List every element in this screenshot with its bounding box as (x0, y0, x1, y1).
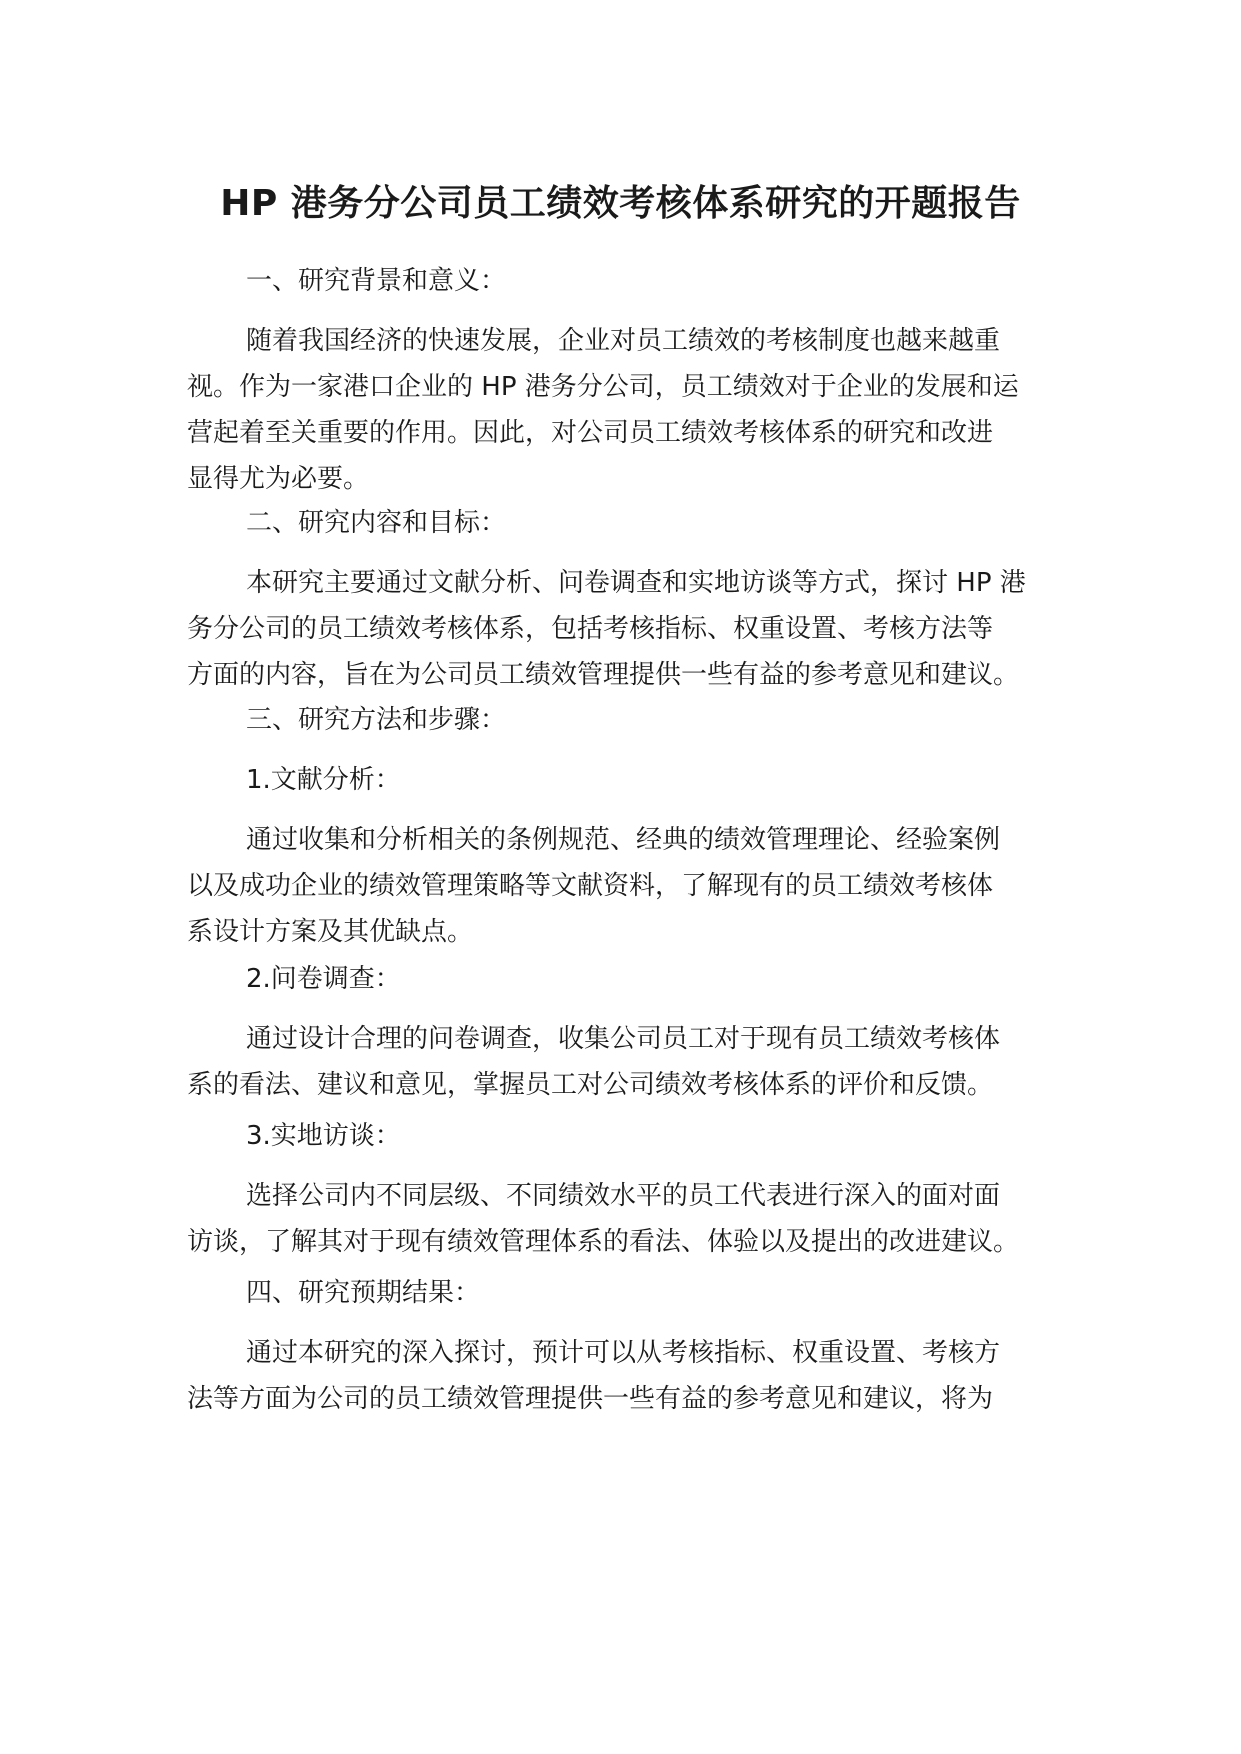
paragraph-interview (187, 1173, 1067, 1265)
paragraph-line: 以及成功企业的绩效管理策略等文献资料，了解现有的员工绩效考核体 (187, 871, 994, 901)
subheading-line: 1.文献分析： (246, 765, 401, 795)
paragraph-line: 营起着至关重要的作用。因此，对公司员工绩效考核体系的研究和改进 (187, 418, 994, 448)
paragraph-background (187, 318, 1067, 502)
subheading-survey (187, 956, 1067, 1002)
paragraph-line: 视。作为一家港口企业的 HP 港务分公司，员工绩效对于企业的发展和运 (187, 372, 1019, 402)
paragraph-line: 通过收集和分析相关的条例规范、经典的绩效管理理论、经验案例 (246, 825, 1001, 855)
subheading-line: 3.实地访谈： (246, 1121, 401, 1151)
paragraph-literature (187, 817, 1067, 955)
paragraph-line: 通过本研究的深入探讨，预计可以从考核指标、权重设置、考核方 (246, 1338, 1001, 1368)
paragraph-survey (187, 1016, 1067, 1108)
paragraph-line: 系的看法、建议和意见，掌握员工对公司绩效考核体系的评价和反馈。 (187, 1070, 994, 1100)
paragraph-content (187, 560, 1067, 698)
section-heading-content (187, 500, 1067, 546)
paragraph-line: 显得尤为必要。 (187, 464, 370, 494)
section-heading-background (187, 258, 1067, 304)
paragraph-line: 本研究主要通过文献分析、问卷调查和实地访谈等方式，探讨 HP 港 (246, 568, 1026, 598)
paragraph-line: 随着我国经济的快速发展，企业对员工绩效的考核制度也越来越重 (246, 326, 1001, 356)
paragraph-line: 方面的内容，旨在为公司员工绩效管理提供一些有益的参考意见和建议。 (187, 660, 1020, 690)
subheading-line: 2.问卷调查： (246, 964, 401, 994)
subheading-interview (187, 1113, 1067, 1159)
paragraph-line: 通过设计合理的问卷调查，收集公司员工对于现有员工绩效考核体 (246, 1024, 1001, 1054)
heading-line: 二、研究内容和目标： (246, 508, 507, 538)
document-title: HP 港务分公司员工绩效考核体系研究的开题报告 (220, 183, 1021, 224)
paragraph-line: 系设计方案及其优缺点。 (187, 917, 474, 947)
paragraph-line: 务分公司的员工绩效考核体系，包括考核指标、权重设置、考核方法等 (187, 614, 994, 644)
heading-line: 四、研究预期结果： (246, 1278, 481, 1308)
section-heading-results (187, 1270, 1067, 1316)
paragraph-line: 访谈，了解其对于现有绩效管理体系的看法、体验以及提出的改进建议。 (187, 1227, 1020, 1257)
subheading-literature (187, 757, 1067, 803)
heading-line: 一、研究背景和意义： (246, 266, 507, 296)
heading-line: 三、研究方法和步骤： (246, 705, 507, 735)
section-heading-methods (187, 697, 1067, 743)
paragraph-line: 法等方面为公司的员工绩效管理提供一些有益的参考意见和建议，将为 (187, 1384, 994, 1414)
paragraph-line: 选择公司内不同层级、不同绩效水平的员工代表进行深入的面对面 (246, 1181, 1001, 1211)
paragraph-results (187, 1330, 1067, 1422)
